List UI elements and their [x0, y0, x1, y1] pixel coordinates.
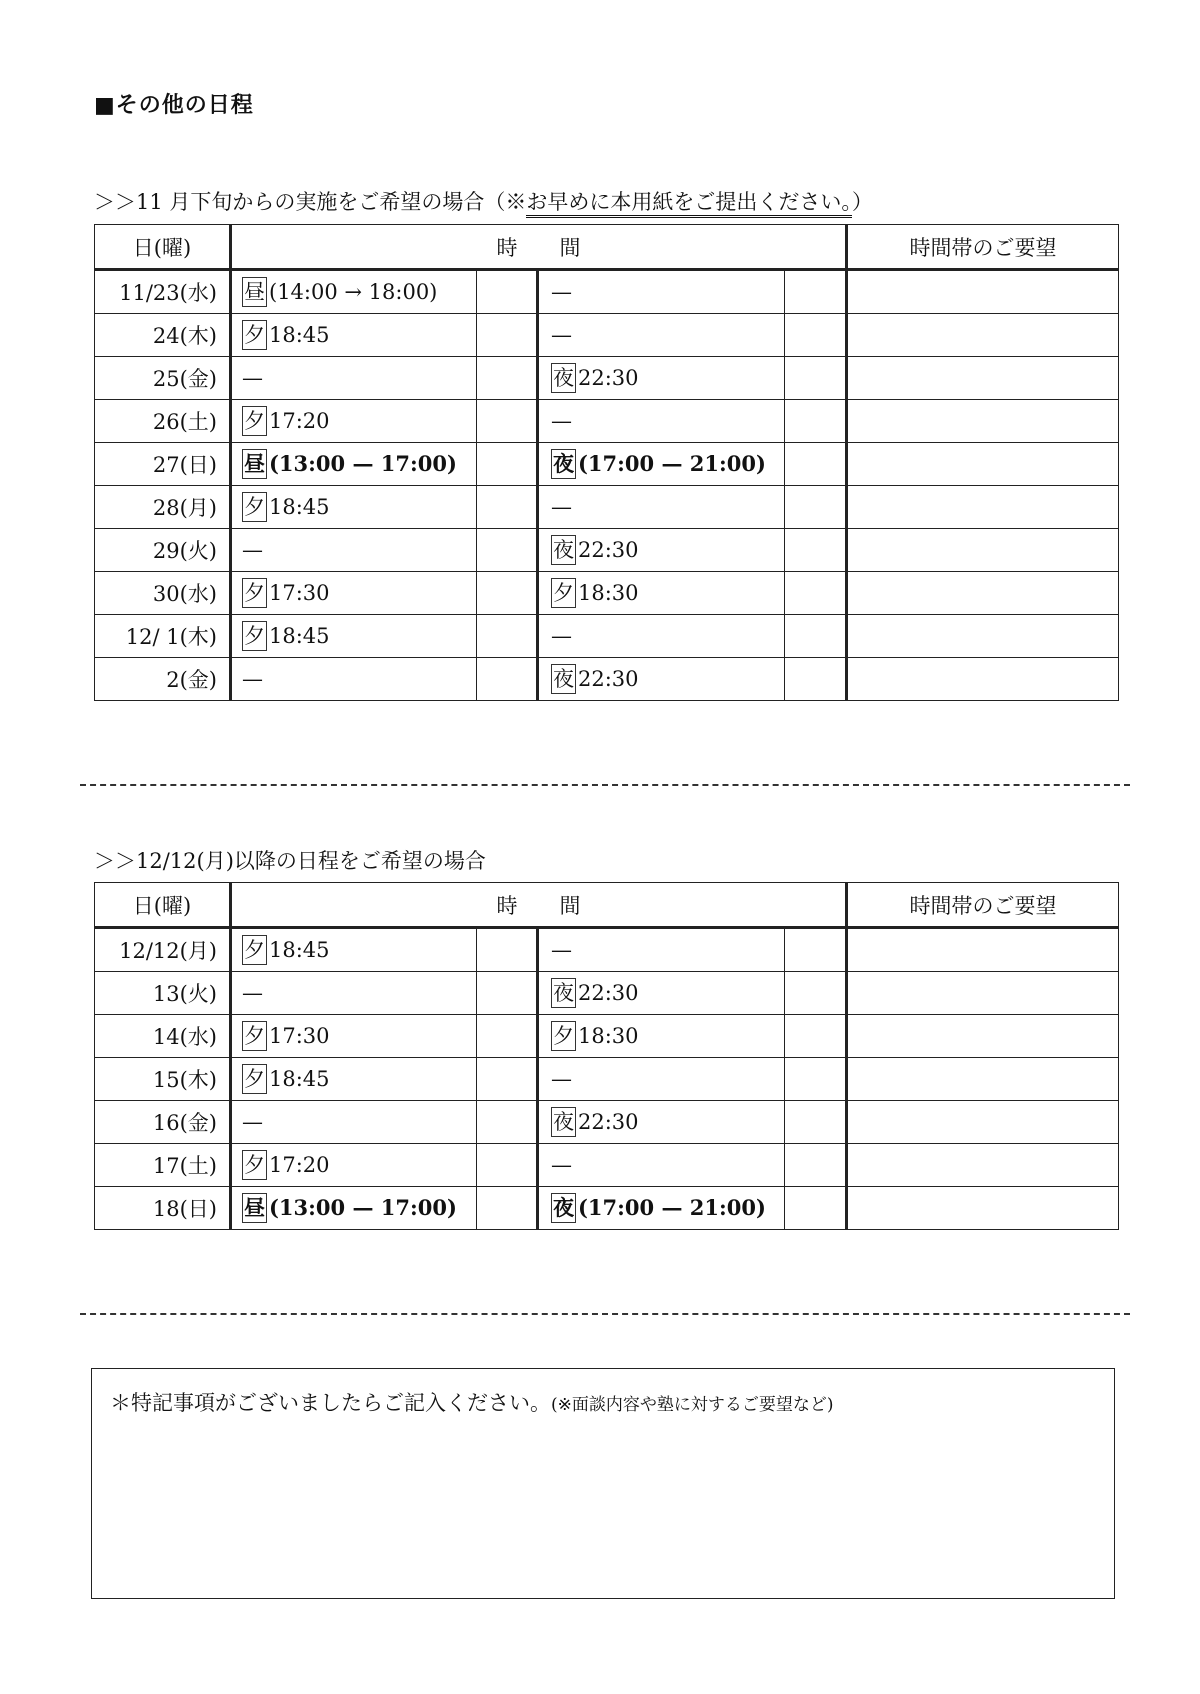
second-time-slot-cell: [538, 1015, 785, 1058]
table-row: [95, 314, 1119, 357]
section-divider: [80, 1313, 1130, 1315]
date-cell: 25(金): [95, 357, 231, 400]
request-input-cell[interactable]: [847, 615, 1119, 658]
selection-box[interactable]: [477, 443, 538, 486]
schedule-table-december: [94, 882, 1119, 1230]
first-time-slot-cell: [231, 270, 477, 314]
time-text: —: [551, 280, 572, 304]
selection-box[interactable]: [477, 1187, 538, 1230]
second-time-slot-cell: [538, 529, 785, 572]
second-time-slot-cell: [538, 443, 785, 486]
time-text: 17:20: [269, 1153, 330, 1178]
first-time-slot-cell: [231, 400, 477, 443]
selection-box[interactable]: [477, 658, 538, 701]
request-input-cell[interactable]: [847, 1101, 1119, 1144]
time-of-day-tag: 夜: [551, 1193, 576, 1222]
section1-title-suffix: ）: [851, 190, 873, 214]
time-text: 22:30: [578, 667, 639, 692]
first-time-slot-cell: [231, 529, 477, 572]
selection-box[interactable]: [785, 1058, 847, 1101]
table-row: [95, 972, 1119, 1015]
request-input-cell[interactable]: [847, 1144, 1119, 1187]
time-of-day-tag: 夜: [551, 449, 576, 478]
date-cell: 29(火): [95, 529, 231, 572]
header-date: 日(曜): [95, 883, 231, 928]
time-of-day-tag: 昼: [242, 449, 267, 478]
header-date: 日(曜): [95, 225, 231, 270]
selection-box[interactable]: [477, 1058, 538, 1101]
table-row: [95, 1058, 1119, 1101]
time-text: —: [551, 323, 572, 347]
header-time: 時 間: [231, 225, 847, 270]
second-time-slot-cell: [538, 270, 785, 314]
request-input-cell[interactable]: [847, 443, 1119, 486]
selection-box[interactable]: [477, 486, 538, 529]
time-of-day-tag: 夕: [242, 1021, 267, 1050]
time-of-day-tag: 夜: [551, 978, 576, 1007]
schedule-table-body: [95, 883, 1119, 1230]
selection-box[interactable]: [477, 1015, 538, 1058]
time-of-day-tag: 夕: [551, 1021, 576, 1050]
time-text: —: [551, 938, 572, 962]
time-text: 18:45: [269, 323, 330, 348]
time-text: 17:30: [269, 1024, 330, 1049]
time-text: (14:00 → 18:00): [269, 280, 438, 305]
time-of-day-tag: 夜: [551, 664, 576, 693]
selection-box[interactable]: [785, 972, 847, 1015]
date-cell: 27(日): [95, 443, 231, 486]
time-of-day-tag: 夕: [242, 621, 267, 650]
time-text: —: [242, 366, 263, 390]
table-row: [95, 928, 1119, 972]
first-time-slot-cell: [231, 1187, 477, 1230]
notes-label-main: ＊特記事項がございましたらご記入ください。: [110, 1391, 551, 1415]
time-text: 17:30: [269, 581, 330, 606]
selection-box[interactable]: [477, 529, 538, 572]
selection-box[interactable]: [477, 1101, 538, 1144]
table-row: [95, 486, 1119, 529]
date-cell: 11/23(水): [95, 270, 231, 314]
time-text: 22:30: [578, 1110, 639, 1135]
selection-box[interactable]: [477, 357, 538, 400]
notes-box[interactable]: [91, 1368, 1115, 1599]
time-of-day-tag: 夕: [242, 1150, 267, 1179]
request-input-cell[interactable]: [847, 486, 1119, 529]
selection-box[interactable]: [785, 1187, 847, 1230]
selection-box[interactable]: [785, 357, 847, 400]
first-time-slot-cell: [231, 1015, 477, 1058]
time-of-day-tag: 夕: [242, 492, 267, 521]
time-text: —: [242, 981, 263, 1005]
request-input-cell[interactable]: [847, 658, 1119, 701]
date-cell: 15(木): [95, 1058, 231, 1101]
selection-box[interactable]: [785, 486, 847, 529]
first-time-slot-cell: [231, 572, 477, 615]
time-text: 22:30: [578, 538, 639, 563]
time-text: 17:20: [269, 409, 330, 434]
first-time-slot-cell: [231, 443, 477, 486]
time-text: (13:00 — 17:00): [269, 451, 457, 477]
time-of-day-tag: 夕: [242, 406, 267, 435]
selection-box[interactable]: [477, 270, 538, 314]
second-time-slot-cell: [538, 615, 785, 658]
request-input-cell[interactable]: [847, 972, 1119, 1015]
selection-box[interactable]: [785, 529, 847, 572]
selection-box[interactable]: [785, 1101, 847, 1144]
table-row: [95, 658, 1119, 701]
table-row: [95, 357, 1119, 400]
date-cell: 28(月): [95, 486, 231, 529]
table-row: [95, 615, 1119, 658]
time-of-day-tag: 夕: [242, 320, 267, 349]
schedule-table-body: [95, 225, 1119, 701]
table-row: [95, 1144, 1119, 1187]
table-row: [95, 270, 1119, 314]
table-row: [95, 529, 1119, 572]
time-of-day-tag: 夕: [242, 578, 267, 607]
table-row: [95, 572, 1119, 615]
time-text: —: [242, 667, 263, 691]
date-cell: 18(日): [95, 1187, 231, 1230]
request-input-cell[interactable]: [847, 529, 1119, 572]
selection-box[interactable]: [477, 314, 538, 357]
time-of-day-tag: 昼: [242, 1193, 267, 1222]
schedule-table-late-november: [94, 224, 1119, 701]
request-input-cell[interactable]: [847, 270, 1119, 314]
header-time: 時 間: [231, 883, 847, 928]
second-time-slot-cell: [538, 1187, 785, 1230]
selection-box[interactable]: [785, 658, 847, 701]
time-text: 18:30: [578, 581, 639, 606]
selection-box[interactable]: [477, 615, 538, 658]
first-time-slot-cell: [231, 615, 477, 658]
section1-title-prefix: ＞＞11 月下旬からの実施をご希望の場合（※: [94, 190, 527, 214]
section1-title: [94, 186, 873, 216]
second-time-slot-cell: [538, 928, 785, 972]
selection-box[interactable]: [785, 314, 847, 357]
first-time-slot-cell: [231, 972, 477, 1015]
time-text: 18:45: [269, 1067, 330, 1092]
table-header-row: [95, 883, 1119, 928]
date-cell: 12/ 1(木): [95, 615, 231, 658]
second-time-slot-cell: [538, 972, 785, 1015]
request-input-cell[interactable]: [847, 1058, 1119, 1101]
first-time-slot-cell: [231, 1058, 477, 1101]
first-time-slot-cell: [231, 1101, 477, 1144]
time-text: (17:00 — 21:00): [578, 1195, 766, 1221]
time-of-day-tag: 夜: [551, 1107, 576, 1136]
request-input-cell[interactable]: [847, 1187, 1119, 1230]
second-time-slot-cell: [538, 658, 785, 701]
time-of-day-tag: 昼: [242, 277, 267, 306]
time-text: —: [551, 1153, 572, 1177]
time-text: (13:00 — 17:00): [269, 1195, 457, 1221]
selection-box[interactable]: [477, 572, 538, 615]
selection-box[interactable]: [785, 572, 847, 615]
time-text: —: [551, 624, 572, 648]
header-request: 時間帯のご要望: [847, 883, 1119, 928]
time-text: 22:30: [578, 981, 639, 1006]
selection-box[interactable]: [477, 400, 538, 443]
time-text: 18:45: [269, 495, 330, 520]
selection-box[interactable]: [785, 1144, 847, 1187]
time-text: (17:00 — 21:00): [578, 451, 766, 477]
time-of-day-tag: 夕: [242, 1064, 267, 1093]
time-text: —: [242, 538, 263, 562]
request-input-cell[interactable]: [847, 572, 1119, 615]
request-input-cell[interactable]: [847, 928, 1119, 972]
time-of-day-tag: 夕: [242, 935, 267, 964]
time-of-day-tag: 夜: [551, 363, 576, 392]
selection-box[interactable]: [785, 928, 847, 972]
table-row: [95, 1015, 1119, 1058]
table-header-row: [95, 225, 1119, 270]
date-cell: 14(水): [95, 1015, 231, 1058]
selection-box[interactable]: [477, 928, 538, 972]
table-row: [95, 443, 1119, 486]
time-text: 18:45: [269, 624, 330, 649]
time-text: —: [551, 409, 572, 433]
date-cell: 12/12(月): [95, 928, 231, 972]
selection-box[interactable]: [785, 1015, 847, 1058]
notes-hint: (※面談内容や塾に対するご要望など): [551, 1395, 834, 1415]
table-row: [95, 1187, 1119, 1230]
time-text: —: [551, 495, 572, 519]
selection-box[interactable]: [477, 1144, 538, 1187]
second-time-slot-cell: [538, 314, 785, 357]
second-time-slot-cell: [538, 1058, 785, 1101]
request-input-cell[interactable]: [847, 314, 1119, 357]
selection-box[interactable]: [785, 615, 847, 658]
time-of-day-tag: 夕: [551, 578, 576, 607]
time-text: —: [242, 1110, 263, 1134]
date-cell: 17(土): [95, 1144, 231, 1187]
date-cell: 13(火): [95, 972, 231, 1015]
date-cell: 2(金): [95, 658, 231, 701]
first-time-slot-cell: [231, 658, 477, 701]
second-time-slot-cell: [538, 1144, 785, 1187]
time-text: 22:30: [578, 366, 639, 391]
time-text: —: [551, 1067, 572, 1091]
selection-box[interactable]: [477, 972, 538, 1015]
first-time-slot-cell: [231, 486, 477, 529]
second-time-slot-cell: [538, 357, 785, 400]
second-time-slot-cell: [538, 1101, 785, 1144]
first-time-slot-cell: [231, 928, 477, 972]
header-request: 時間帯のご要望: [847, 225, 1119, 270]
request-input-cell[interactable]: [847, 1015, 1119, 1058]
section1-title-emphasis: お早めに本用紙をご提出ください。: [526, 190, 852, 218]
date-cell: 16(金): [95, 1101, 231, 1144]
selection-box[interactable]: [785, 443, 847, 486]
first-time-slot-cell: [231, 357, 477, 400]
request-input-cell[interactable]: [847, 400, 1119, 443]
date-cell: 26(土): [95, 400, 231, 443]
second-time-slot-cell: [538, 400, 785, 443]
date-cell: 30(水): [95, 572, 231, 615]
section-divider: [80, 784, 1130, 786]
time-of-day-tag: 夜: [551, 535, 576, 564]
table-row: [95, 400, 1119, 443]
second-time-slot-cell: [538, 572, 785, 615]
table-row: [95, 1101, 1119, 1144]
section2-title: ＞＞12/12(月)以降の日程をご希望の場合: [94, 849, 486, 873]
first-time-slot-cell: [231, 314, 477, 357]
page-heading: ■その他の日程: [94, 93, 254, 118]
time-text: 18:45: [269, 938, 330, 963]
time-text: 18:30: [578, 1024, 639, 1049]
first-time-slot-cell: [231, 1144, 477, 1187]
selection-box[interactable]: [785, 400, 847, 443]
date-cell: 24(木): [95, 314, 231, 357]
selection-box[interactable]: [785, 270, 847, 314]
notes-label: [110, 1387, 834, 1417]
second-time-slot-cell: [538, 486, 785, 529]
request-input-cell[interactable]: [847, 357, 1119, 400]
